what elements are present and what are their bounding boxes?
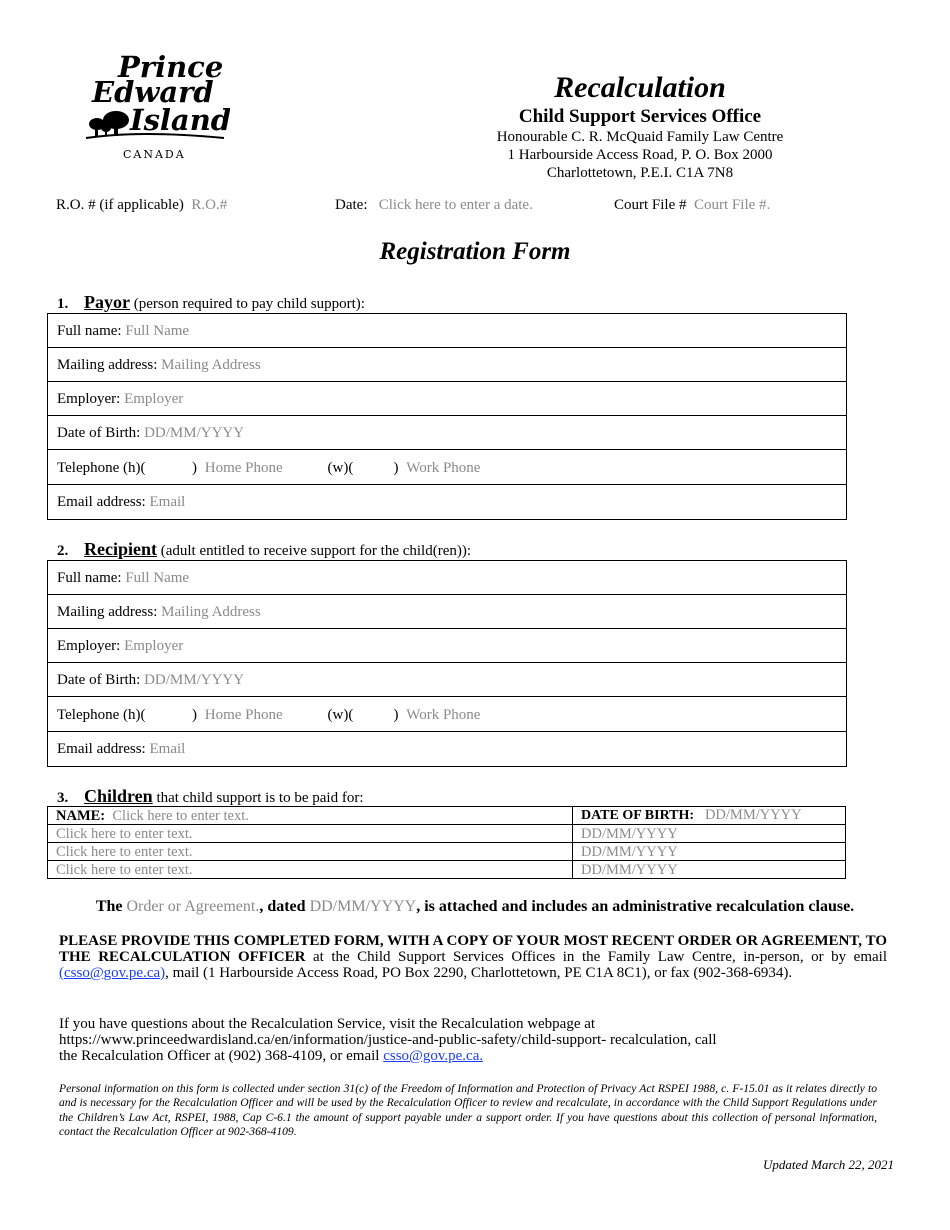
header-address-line: 1 Harbourside Access Road, P. O. Box 2000 bbox=[507, 147, 773, 163]
csso-email-link[interactable]: (csso@gov.pe.ca) bbox=[59, 965, 166, 981]
payor-work-phone-input[interactable]: Work Phone bbox=[406, 460, 481, 476]
payor-dob-input[interactable]: DD/MM/YYYY bbox=[144, 425, 245, 441]
children-section-heading: 3. Children that child support is to be paid for: bbox=[57, 786, 364, 806]
payor-email-input[interactable]: Email bbox=[149, 494, 186, 510]
recipient-work-phone-input[interactable]: Work Phone bbox=[406, 707, 481, 723]
payor-mailing-input[interactable]: Mailing Address bbox=[161, 357, 261, 373]
table-row bbox=[48, 861, 846, 879]
recipient-employer-row: Employer: Employer bbox=[48, 629, 846, 663]
header-office: Child Support Services Office bbox=[518, 106, 762, 127]
recipient-mailing-input[interactable]: Mailing Address bbox=[161, 604, 261, 620]
payor-dob-row: Date of Birth: DD/MM/YYYY bbox=[48, 416, 846, 450]
header-address-line: Honourable C. R. McQuaid Family Law Centre bbox=[496, 129, 784, 145]
child-name-label: NAME: bbox=[56, 807, 106, 824]
recipient-description: (adult entitled to receive support for the child(ren)): bbox=[160, 543, 472, 559]
payor-description: (person required to pay child support): bbox=[133, 296, 365, 312]
recipient-telephone-row: Telephone (h)( ) Home Phone (w)( ) Work Phone bbox=[48, 697, 846, 732]
table-row bbox=[48, 825, 846, 843]
recipient-section-heading: 2. Recipient (adult entitled to receive support for the child(ren)): bbox=[57, 539, 472, 559]
recipient-box bbox=[47, 560, 847, 767]
ro-label: R.O. # (if applicable) bbox=[56, 197, 184, 213]
submission-instructions: PLEASE PROVIDE THIS COMPLETED FORM, WITH A COPY OF YOUR MOST RECENT ORDER OR AGREEMENT, TO THE RECALCULATION OFFICER at the Child Support Services Offices in the Family Law Centre, in-person, or by email (csso@gov.pe.ca), mail (1 Harbourside Access Road, PO Box 2290, Charlottetown, PE C1A 8C1), or fax (902-368-6934). bbox=[59, 933, 887, 981]
logo-line-prince: Prince bbox=[118, 50, 224, 84]
recipient-employer-input[interactable]: Employer bbox=[124, 638, 184, 654]
children-description: that child support is to be paid for: bbox=[156, 790, 364, 806]
recipient-mailing-row: Mailing address: Mailing Address bbox=[48, 595, 846, 629]
dated-input[interactable]: DD/MM/YYYY bbox=[309, 898, 417, 915]
questions-paragraph: If you have questions about the Recalculation Service, visit the Recalculation webpage at https://www.princeedwardisland.ca/en/information/justice-and-public-safety/child-support- recalculation, call the Recalculation Officer at (902) 368-4109, or email csso@gov.pe.ca. bbox=[59, 1016, 887, 1064]
updated-date: Updated March 22, 2021 bbox=[763, 1157, 894, 1172]
child-dob-label: DATE OF BIRTH: bbox=[581, 808, 695, 823]
ro-input[interactable]: R.O.# bbox=[191, 197, 228, 213]
court-file-field bbox=[614, 197, 770, 214]
child-dob-input[interactable]: DD/MM/YYYY bbox=[704, 807, 802, 823]
payor-telephone-row: Telephone (h)( ) Home Phone (w)( ) Work Phone bbox=[48, 450, 846, 485]
recipient-dob-input[interactable]: DD/MM/YYYY bbox=[144, 672, 245, 688]
court-file-input[interactable]: Court File #. bbox=[694, 197, 771, 213]
recipient-home-phone-input[interactable]: Home Phone bbox=[204, 707, 283, 723]
office-header bbox=[480, 70, 800, 182]
table-row bbox=[48, 807, 846, 825]
payor-home-phone-input[interactable]: Home Phone bbox=[204, 460, 283, 476]
child-name-input[interactable]: Click here to enter text. bbox=[112, 807, 249, 824]
payor-email-row: Email address: Email bbox=[57, 494, 186, 510]
recipient-heading: Recipient bbox=[84, 539, 157, 559]
header-address-line: Charlottetown, P.E.I. C1A 7N8 bbox=[546, 165, 734, 181]
tree-icon bbox=[89, 111, 129, 136]
court-file-label: Court File # bbox=[614, 197, 687, 213]
date-label: Date: bbox=[335, 197, 368, 213]
recipient-full-name-input[interactable]: Full Name bbox=[125, 570, 190, 586]
order-agreement-input[interactable]: Order or Agreement. bbox=[126, 898, 260, 915]
date-field bbox=[335, 197, 533, 214]
child-name-input[interactable]: Click here to enter text. bbox=[48, 825, 573, 843]
child-dob-input[interactable]: DD/MM/YYYY bbox=[573, 843, 846, 861]
recipient-full-name-row: Full name: Full Name bbox=[48, 561, 846, 595]
logo-line-island: Island bbox=[130, 103, 230, 137]
payor-full-name-input[interactable]: Full Name bbox=[125, 323, 190, 339]
child-name-input[interactable]: Click here to enter text. bbox=[48, 861, 573, 879]
logo-line-edward: Edward bbox=[92, 75, 214, 109]
children-heading: Children bbox=[84, 786, 153, 806]
child-name-input[interactable]: Click here to enter text. bbox=[48, 843, 573, 861]
child-dob-input[interactable]: DD/MM/YYYY bbox=[573, 825, 846, 843]
header-title: Recalculation bbox=[554, 71, 726, 104]
recipient-dob-row: Date of Birth: DD/MM/YYYY bbox=[48, 663, 846, 697]
recipient-email-row: Email address: Email bbox=[57, 741, 186, 757]
pei-logo bbox=[80, 50, 230, 162]
ro-number-field bbox=[56, 197, 227, 214]
date-input[interactable]: Click here to enter a date. bbox=[378, 197, 533, 213]
payor-section-heading: 1. Payor (person required to pay child support): bbox=[57, 292, 365, 312]
recalculation-webpage-url: https://www.princeedwardisland.ca/en/information/justice-and-public-safety/child-support- recalculation, call bbox=[59, 1032, 717, 1048]
form-title: Registration Form bbox=[379, 238, 571, 265]
payor-mailing-row: Mailing address: Mailing Address bbox=[48, 348, 846, 382]
payor-employer-row: Employer: Employer bbox=[48, 382, 846, 416]
payor-heading: Payor bbox=[84, 292, 130, 312]
payor-employer-input[interactable]: Employer bbox=[124, 391, 184, 407]
table-row bbox=[48, 843, 846, 861]
attachment-statement: The Order or Agreement., dated DD/MM/YYYY, is attached and includes an administrative recalculation clause. bbox=[95, 898, 855, 915]
csso-email-link[interactable]: csso@gov.pe.ca. bbox=[383, 1048, 484, 1064]
payor-box bbox=[47, 313, 847, 520]
children-table bbox=[47, 806, 846, 879]
recipient-email-input[interactable]: Email bbox=[149, 741, 186, 757]
logo-country: CANADA bbox=[123, 148, 186, 161]
payor-full-name-row: Full name: Full Name bbox=[48, 314, 846, 348]
child-dob-input[interactable]: DD/MM/YYYY bbox=[573, 861, 846, 879]
privacy-notice: Personal information on this form is collected under section 31(c) of the Freedom of Information and Protection of Privacy Act RSPEI 1988, c. F-15.01 as it relates directly to and is necessary for the Recalculation Officer and will be used by the Recalculation Officer to review and recalculate, in accordance with the Child Support Regulations under the Children’s Law Act, RSPEI, 1988, Cap C-6.1 the amount of support payable under a support order. If you have questions about this collection of personal information, contact the Recalculation Officer at 902-368-4109. bbox=[59, 1082, 877, 1139]
